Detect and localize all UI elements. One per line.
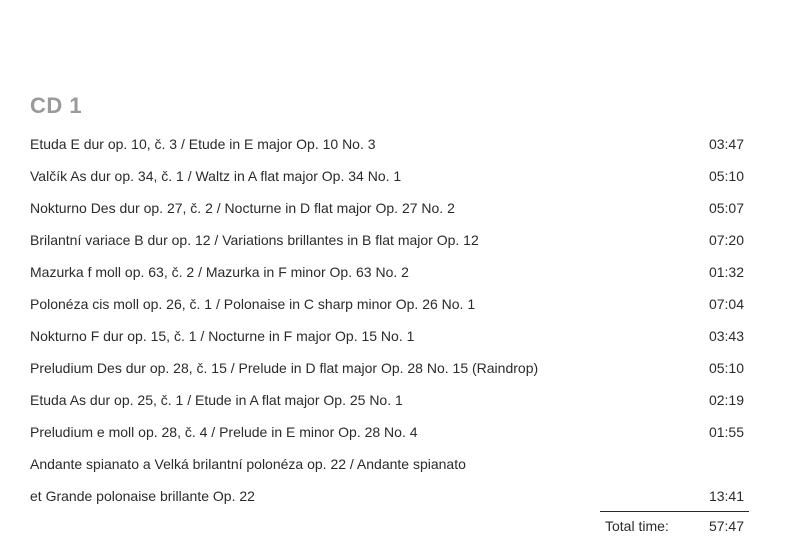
track-time: 03:47 <box>708 136 744 152</box>
track-title: Polonéza cis moll op. 26, č. 1 / Polonaise in C sharp minor Op. 26 No. 1 <box>30 296 476 312</box>
track-title: Nokturno F dur op. 15, č. 1 / Nocturne in F major Op. 15 No. 1 <box>30 328 415 344</box>
track-title: Mazurka f moll op. 63, č. 2 / Mazurka in F minor Op. 63 No. 2 <box>30 264 409 280</box>
track-time: 01:32 <box>708 264 744 280</box>
track-row <box>30 448 744 480</box>
total-time-value: 57:47 <box>708 518 744 534</box>
track-title: Etuda As dur op. 25, č. 1 / Etude in A flat major Op. 25 No. 1 <box>30 392 403 408</box>
track-row <box>30 480 744 512</box>
track-row <box>30 352 744 384</box>
track-title: Etuda E dur op. 10, č. 3 / Etude in E major Op. 10 No. 3 <box>30 136 376 152</box>
total-time-label: Total time: <box>605 518 669 534</box>
track-time: 01:55 <box>708 424 744 440</box>
track-row <box>30 192 744 224</box>
track-title: Preludium Des dur op. 28, č. 15 / Prelude in D flat major Op. 28 No. 15 (Raindrop) <box>30 360 539 376</box>
total-divider <box>600 511 749 512</box>
track-row <box>30 288 744 320</box>
track-title: Valčík As dur op. 34, č. 1 / Waltz in A flat major Op. 34 No. 1 <box>30 168 402 184</box>
track-time: 13:41 <box>708 488 744 504</box>
track-time: 07:20 <box>708 232 744 248</box>
track-list <box>30 128 744 512</box>
track-time: 03:43 <box>708 328 744 344</box>
track-row <box>30 160 744 192</box>
track-title: Preludium e moll op. 28, č. 4 / Prelude in E minor Op. 28 No. 4 <box>30 424 418 440</box>
track-row <box>30 224 744 256</box>
track-title: Andante spianato a Velká brilantní polonéza op. 22 / Andante spianato <box>30 456 466 472</box>
track-time: 05:10 <box>708 168 744 184</box>
cd-title: CD 1 <box>30 93 83 118</box>
track-title: et Grande polonaise brillante Op. 22 <box>30 488 255 504</box>
track-time: 05:10 <box>708 360 744 376</box>
track-title: Brilantní variace B dur op. 12 / Variations brillantes in B flat major Op. 12 <box>30 232 479 248</box>
track-row <box>30 416 744 448</box>
track-time: 07:04 <box>708 296 744 312</box>
track-time: 05:07 <box>708 200 744 216</box>
track-row <box>30 320 744 352</box>
track-row <box>30 256 744 288</box>
track-title: Nokturno Des dur op. 27, č. 2 / Nocturne in D flat major Op. 27 No. 2 <box>30 200 455 216</box>
track-time: 02:19 <box>708 392 744 408</box>
track-row <box>30 128 744 160</box>
track-row <box>30 384 744 416</box>
